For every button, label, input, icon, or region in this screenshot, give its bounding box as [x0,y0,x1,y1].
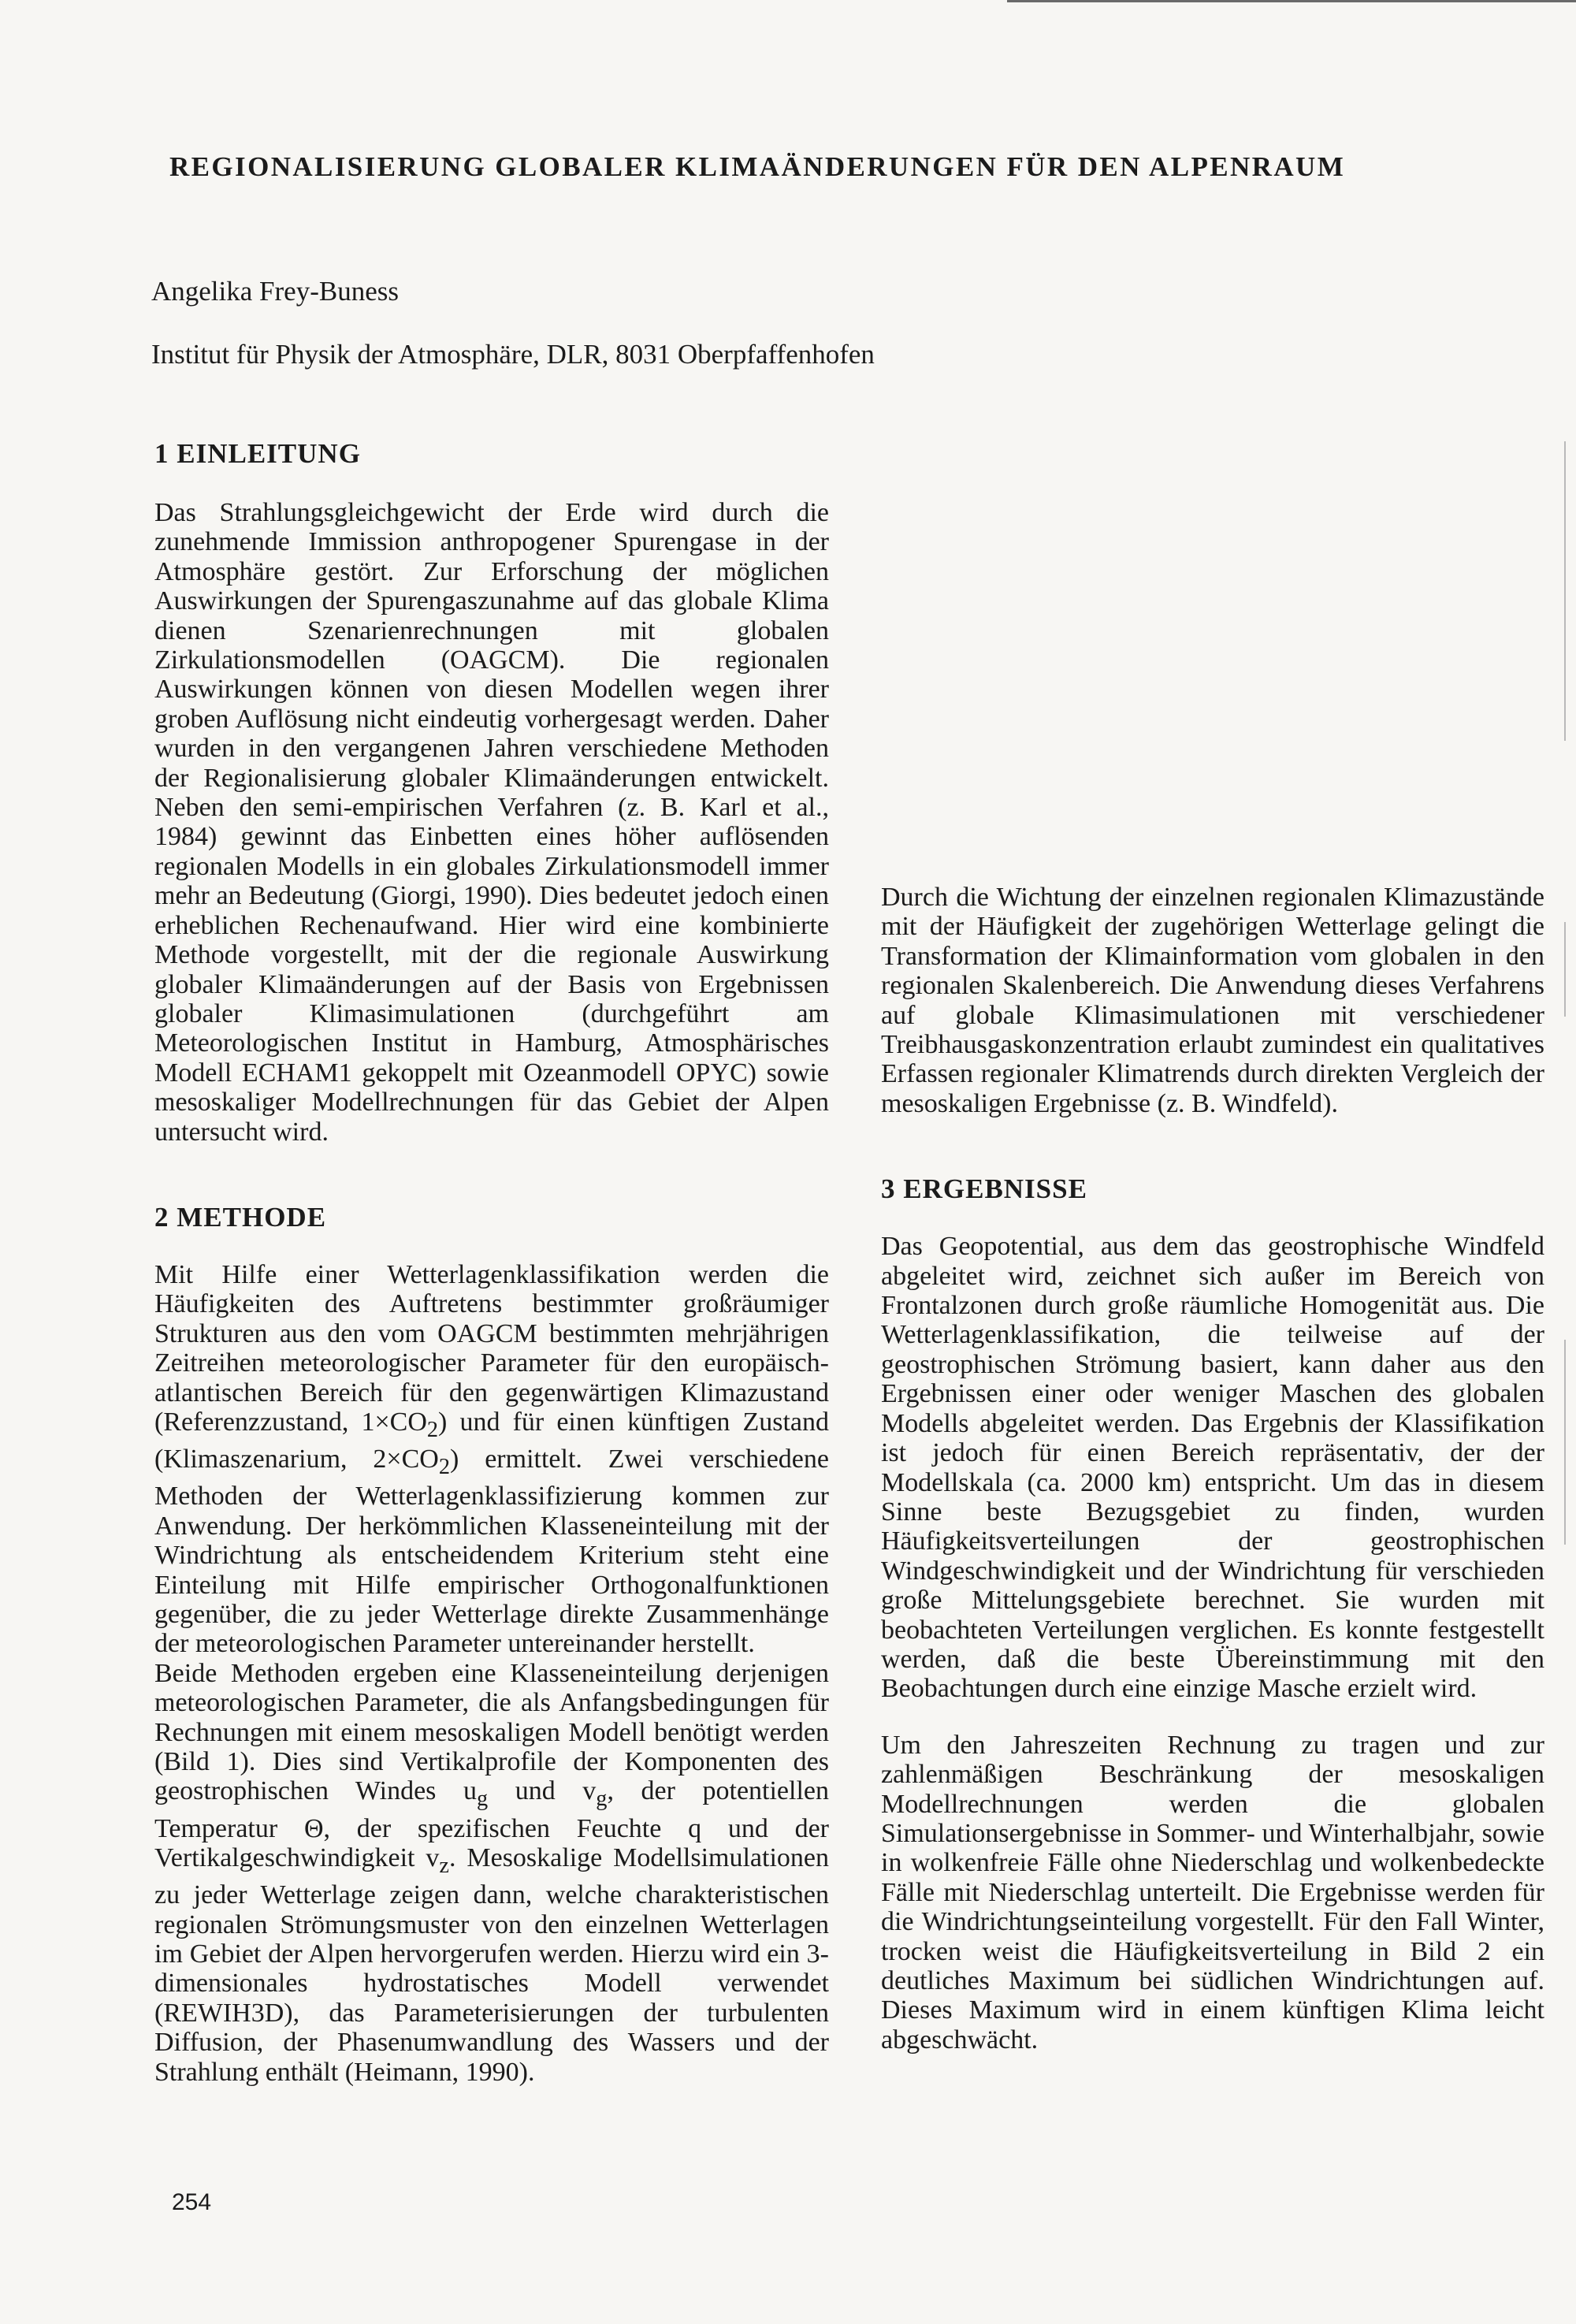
section-heading-einleitung: 1 EINLEITUNG [154,438,361,469]
top-rule [1007,0,1576,2]
author: Angelika Frey-Buness [151,276,399,307]
scan-edge [1564,1340,1566,1545]
scan-edge [1564,441,1566,741]
page-number: 254 [172,2189,212,2215]
paragraph-methode-1: Mit Hilfe einer Wetterlagenklassifikation werden die Häufigkeiten des Auftretens bestimmter großräumiger Strukturen aus den vom OAGCM bestimmten mehrjährigen Zeitreihen meteorologischer Parameter für den europäisch-atlantischen Bereich für den gegenwärtigen Klimazustand (Referenzzustand, $1\times CO_2$) und für einen künftigen Zustand (Klimaszenarium, $2\times CO_2$) ermittelt. Zwei verschiedene Methoden der Wetterlagenklassifizierung kommen zur Anwendung. Der herkömmlichen Klasseneinteilung mit der Windrichtung als entscheidendem Kriterium steht eine Einteilung mit Hilfe empirischer Orthogonalfunktionen gegenüber, die zu jeder Wetterlage direkte Zusammenhänge der meteorologischen Parameter untereinander herstellt. [154,1259,829,1659]
scan-edge [1564,922,1566,1017]
paragraph-ergebnisse-2: Um den Jahreszeiten Rechnung zu tragen und zur zahlenmäßigen Beschränkung der mesoskaligen Modellrechnungen werden die globalen Simulationsergebnisse in Sommer- und Winterhalbjahr, sowie in wolkenfreie Fälle ohne Niederschlag und wolkenbedeckte Fälle mit Niederschlag unterteilt. Die Ergebnisse werden für die Windrichtungseinteilung vorgestellt. Für den Fall Winter, trocken weist die Häufigkeitsverteilung in Bild 2 ein deutliches Maximum bei südlichen Windrichtungen auf. Dieses Maximum wird in einem künftigen Klima leicht abgeschwächt. [881,1730,1544,2054]
paragraph-methode-2: Beide Methoden ergeben eine Klasseneinteilung derjenigen meteorologischen Parameter, die als Anfangsbedingungen für Rechnungen mit einem mesoskaligen Modell benötigt werden (Bild 1). Dies sind Vertikalprofile der Komponenten des geostrophischen Windes $u_g$ und $v_g$, der potentiellen Temperatur Θ, der spezifischen Feuchte q und der Vertikalgeschwindigkeit $v_z$. Mesoskalige Modellsimulationen zu jeder Wetterlage zeigen dann, welche charakteristischen regionalen Strömungsmuster von den einzelnen Wetterlagen im Gebiet der Alpen hervorgerufen werden. Hierzu wird ein 3-dimensionales hydrostatisches Modell verwendet (REWIH3D), das Parameterisierungen der turbulenten Diffusion, der Phasenumwandlung des Wassers und der Strahlung enthält (Heimann, 1990). [154,1658,830,2087]
affiliation: Institut für Physik der Atmosphäre, DLR, 8031 Oberpfaffenhofen [151,339,875,370]
paragraph-methode-3: Durch die Wichtung der einzelnen regionalen Klimazustände mit der Häufigkeit der zugehörigen Wetterlage gelingt die Transformation der Klimainformation vom globalen in den regionalen Skalenbereich. Die Anwendung dieses Verfahrens auf globale Klimasimulationen mit verschiedener Treibhausgaskonzentration erlaubt zumindest ein qualitatives Erfassen regionaler Klimatrends durch direkten Vergleich der mesoskaligen Ergebnisse (z. B. Windfeld). [881,883,1544,1118]
paper-title: REGIONALISIERUNG GLOBALER KLIMAÄNDERUNGEN FÜR DEN ALPENRAUM [169,151,1346,182]
right-column [881,883,1544,2054]
left-column [154,438,829,2087]
section-heading-methode: 2 METHODE [154,1201,327,1233]
paragraph-ergebnisse-1: Das Geopotential, aus dem das geostrophische Windfeld abgeleitet wird, zeichnet sich außer im Bereich von Frontalzonen durch große räumliche Homogenität aus. Die Wetterlagenklassifikation, die teilweise auf der geostrophischen Strömung basiert, kann daher aus den Ergebnissen einer oder weniger Maschen des globalen Modells abgeleitet werden. Das Ergebnis der Klassifikation ist jedoch für einen Bereich repräsentativ, der der Modellskala (ca. 2000 km) entspricht. Um das in diesem Sinne beste Bezugsgebiet zu finden, wurden Häufigkeitsverteilungen der geostrophischen Windgeschwindigkeit und der Windrichtung für verschieden große Mittelungsgebiete berechnet. Sie wurden mit beobachteten Verteilungen verglichen. Es konnte festgestellt werden, daß die beste Übereinstimmung mit den Beobachtungen durch eine einzige Masche erzielt wird. [881,1232,1544,1704]
paragraph-einleitung: Das Strahlungsgleichgewicht der Erde wird durch die zunehmende Immission anthropogener Spurengase in der Atmosphäre gestört. Zur Erforschung der möglichen Auswirkungen der Spurengaszunahme auf das globale Klima dienen Szenarienrechnungen mit globalen Zirkulationsmodellen (OAGCM). Die regionalen Auswirkungen können von diesen Modellen wegen ihrer groben Auflösung nicht eindeutig vorhergesagt werden. Daher wurden in den vergangenen Jahren verschiedene Methoden der Regionalisierung globaler Klimaänderungen entwickelt. Neben den semi-empirischen Verfahren (z. B. Karl et al., 1984) gewinnt das Einbetten eines höher auflösenden regionalen Modells in ein globales Zirkulationsmodell immer mehr an Bedeutung (Giorgi, 1990). Dies bedeutet jedoch einen erheblichen Rechenaufwand. Hier wird eine kombinierte Methode vorgestellt, mit der die regionale Auswirkung globaler Klimaänderungen auf der Basis von Ergebnissen globaler Klimasimulationen (durchgeführt am Meteorologischen Institut in Hamburg, Atmosphärisches Modell ECHAM1 gekoppelt mit Ozeanmodell OPYC) sowie mesoskaliger Modellrechnungen für das Gebiet der Alpen untersucht wird. [154,498,829,1147]
section-heading-ergebnisse: 3 ERGEBNISSE [881,1173,1087,1205]
